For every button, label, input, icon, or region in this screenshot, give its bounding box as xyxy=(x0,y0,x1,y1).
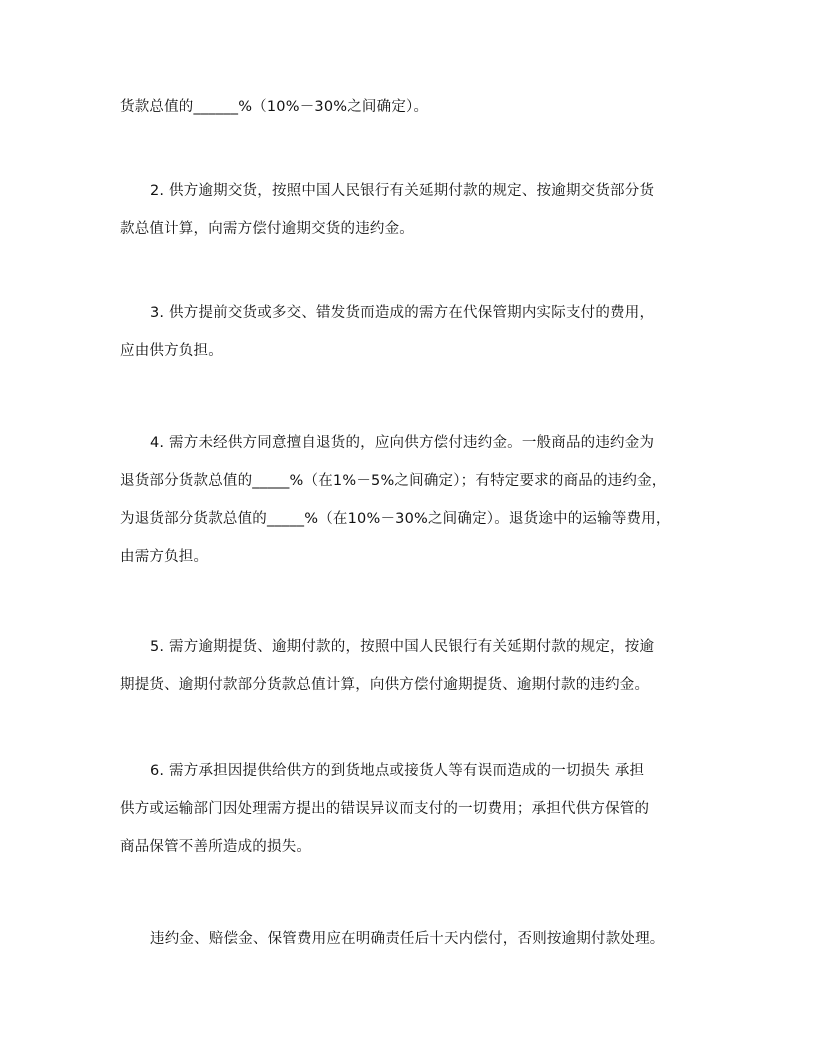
text-line: 供方或运输部门因处理需方提出的错误异议而支付的一切费用；承担代供方保管的 xyxy=(120,801,650,817)
text-line: 货款总值的______%（10%－30%之间确定）。 xyxy=(120,99,429,115)
text-line: 5. 需方逾期提货、逾期付款的，按照中国人民银行有关延期付款的规定，按逾 xyxy=(150,639,655,655)
text-line: 为退货部分货款总值的_____%（在10%－30%之间确定）。退货途中的运输等费用， xyxy=(120,511,671,527)
text-line: 由需方负担。 xyxy=(120,549,209,565)
text-line: 违约金、赔偿金、保管费用应在明确责任后十天内偿付，否则按逾期付款处理。 xyxy=(150,931,665,947)
text-line: 6. 需方承担因提供给供方的到货地点或接货人等有误而造成的一切损失 承担 xyxy=(150,763,645,779)
text-line: 商品保管不善所造成的损失。 xyxy=(120,839,312,855)
text-line: 期提货、逾期付款部分货款总值计算，向供方偿付逾期提货、逾期付款的违约金。 xyxy=(120,677,650,693)
paragraph-6 xyxy=(120,752,700,866)
text-line: 2. 供方逾期交货，按照中国人民银行有关延期付款的规定、按逾期交货部分货 xyxy=(150,183,655,199)
paragraph-7 xyxy=(120,920,700,958)
text-line: 应由供方负担。 xyxy=(120,343,223,359)
paragraph-4 xyxy=(120,424,700,576)
paragraph-5 xyxy=(120,628,700,704)
text-line: 款总值计算，向需方偿付逾期交货的违约金。 xyxy=(120,221,414,237)
paragraph-3 xyxy=(120,294,700,370)
text-line: 退货部分货款总值的_____%（在1%－5%之间确定）；有特定要求的商品的违约金， xyxy=(120,473,667,489)
text-line: 4. 需方未经供方同意擅自退货的，应向供方偿付违约金。一般商品的违约金为 xyxy=(150,435,655,451)
paragraph-1-continuation xyxy=(120,88,700,126)
text-line: 3. 供方提前交货或多交、错发货而造成的需方在代保管期内实际支付的费用， xyxy=(150,305,655,321)
paragraph-2 xyxy=(120,172,700,248)
